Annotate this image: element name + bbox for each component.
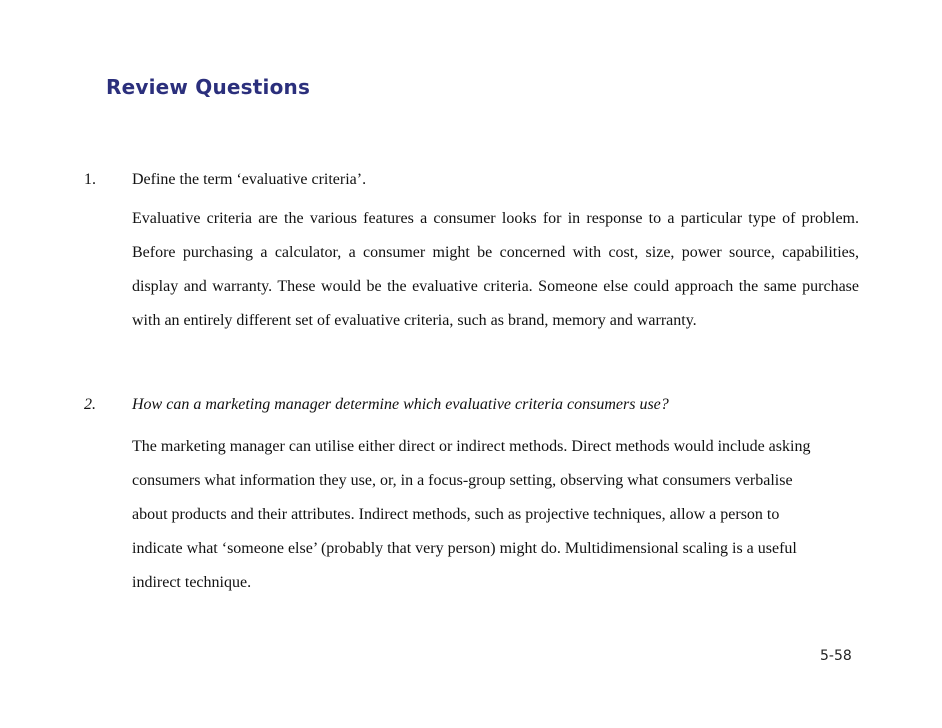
page-title: Review Questions [106, 75, 311, 99]
question-1-text: Define the term ‘evaluative criteria’. [132, 171, 367, 188]
question-1-answer: Evaluative criteria are the various features a consumer looks for in response to a particular type of problem. Before purchasing a calculator, a consumer might be concerned with cost, size, power source, capabilities, display and warranty. These would be the evaluative criteria. Someone else could approach the same purchase with an entirely different set of evaluative criteria, such as brand, memory and warranty. [132, 210, 859, 329]
page-number: 5-58 [820, 648, 852, 664]
question-2-answer: The marketing manager can utilise either direct or indirect methods. Direct methods would include asking consumers what information they use, or, in a focus-group setting, observing what consumers verbalise about products and their attributes. Indirect methods, such as projective techniques, allow a person to indicate what ‘someone else’ (probably that very person) might do. Multidimensional scaling is a useful indirect technique. [132, 438, 811, 591]
question-2-number: 2. [84, 396, 96, 413]
question-2-text: How can a marketing manager determine which evaluative criteria consumers use? [132, 396, 669, 413]
question-1-number: 1. [84, 171, 96, 188]
